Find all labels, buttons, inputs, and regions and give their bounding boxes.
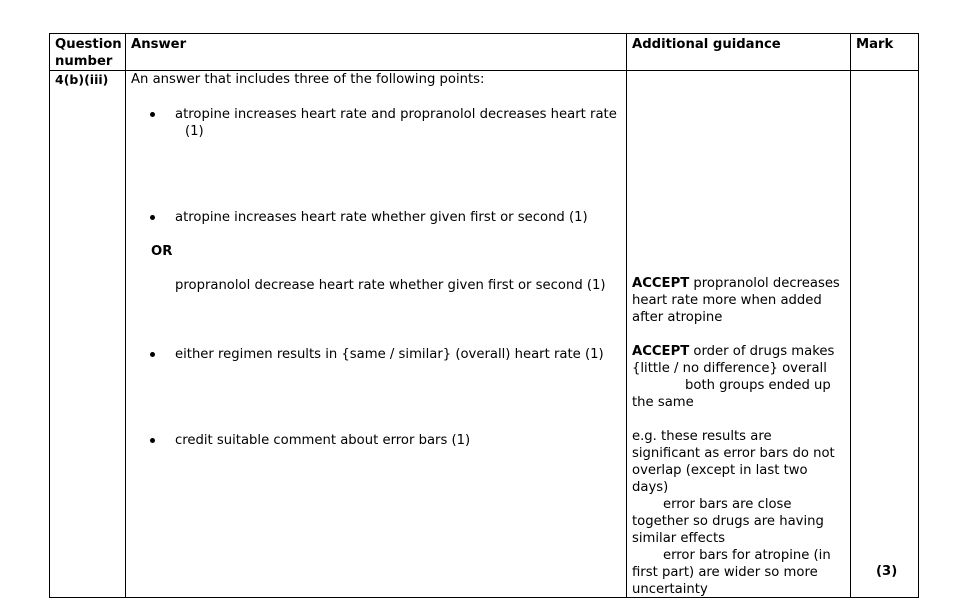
guidance-3-line: error bars are close (663, 497, 792, 512)
guidance-2-line4: the same (632, 395, 694, 410)
header-question-number-line2: number (55, 54, 113, 69)
accept-label: ACCEPT (632, 344, 690, 359)
answer-point-2-alternative: propranolol decrease heart rate whether given first or second (1) (175, 278, 606, 293)
guidance-3-line: overlap (except in last two (632, 463, 808, 478)
bullet (150, 112, 155, 117)
answer-point-3: either regimen results in {same / similar} (overall) heart rate (1) (175, 347, 604, 362)
guidance-2-line1 (632, 343, 834, 360)
answer-point-2: atropine increases heart rate whether given first or second (1) (175, 210, 588, 225)
guidance-text: order of drugs makes (689, 344, 835, 359)
guidance-1-line3: after atropine (632, 310, 723, 325)
header-additional-guidance: Additional guidance (632, 37, 781, 52)
guidance-3-line: similar effects (632, 531, 726, 546)
guidance-text: propranolol decreases (689, 276, 840, 291)
guidance-2-line2: {little / no difference} overall (632, 361, 827, 376)
guidance-3-line: e.g. these results are (632, 429, 772, 444)
answer-point-1: atropine increases heart rate and propranolol decreases heart rate (175, 107, 617, 122)
mark-value: (3) (876, 564, 898, 579)
guidance-1-line2: heart rate more when added (632, 293, 822, 308)
or-label: OR (151, 244, 173, 259)
guidance-3-line: uncertainty (632, 582, 708, 597)
answer-point-4: credit suitable comment about error bars (1) (175, 433, 471, 448)
guidance-3-line: days) (632, 480, 669, 495)
guidance-3-line: first part) are wider so more (632, 565, 818, 580)
header-question-number: Question (55, 37, 122, 52)
guidance-3-line: error bars for atropine (in (663, 548, 831, 563)
column-divider (850, 34, 851, 597)
accept-label: ACCEPT (632, 276, 690, 291)
question-number: 4(b)(iii) (55, 72, 109, 87)
guidance-2-line3: both groups ended up (685, 378, 831, 393)
answer-point-1-mark: (1) (185, 124, 204, 139)
guidance-1-line1 (632, 275, 840, 292)
answer-intro: An answer that includes three of the following points: (131, 72, 485, 87)
guidance-3-line: significant as error bars do not (632, 446, 835, 461)
bullet (150, 438, 155, 443)
column-divider (626, 34, 627, 597)
header-mark: Mark (856, 37, 894, 52)
bullet (150, 215, 155, 220)
bullet (150, 352, 155, 357)
header-answer: Answer (131, 37, 187, 52)
guidance-3-line: together so drugs are having (632, 514, 824, 529)
column-divider (125, 34, 126, 597)
